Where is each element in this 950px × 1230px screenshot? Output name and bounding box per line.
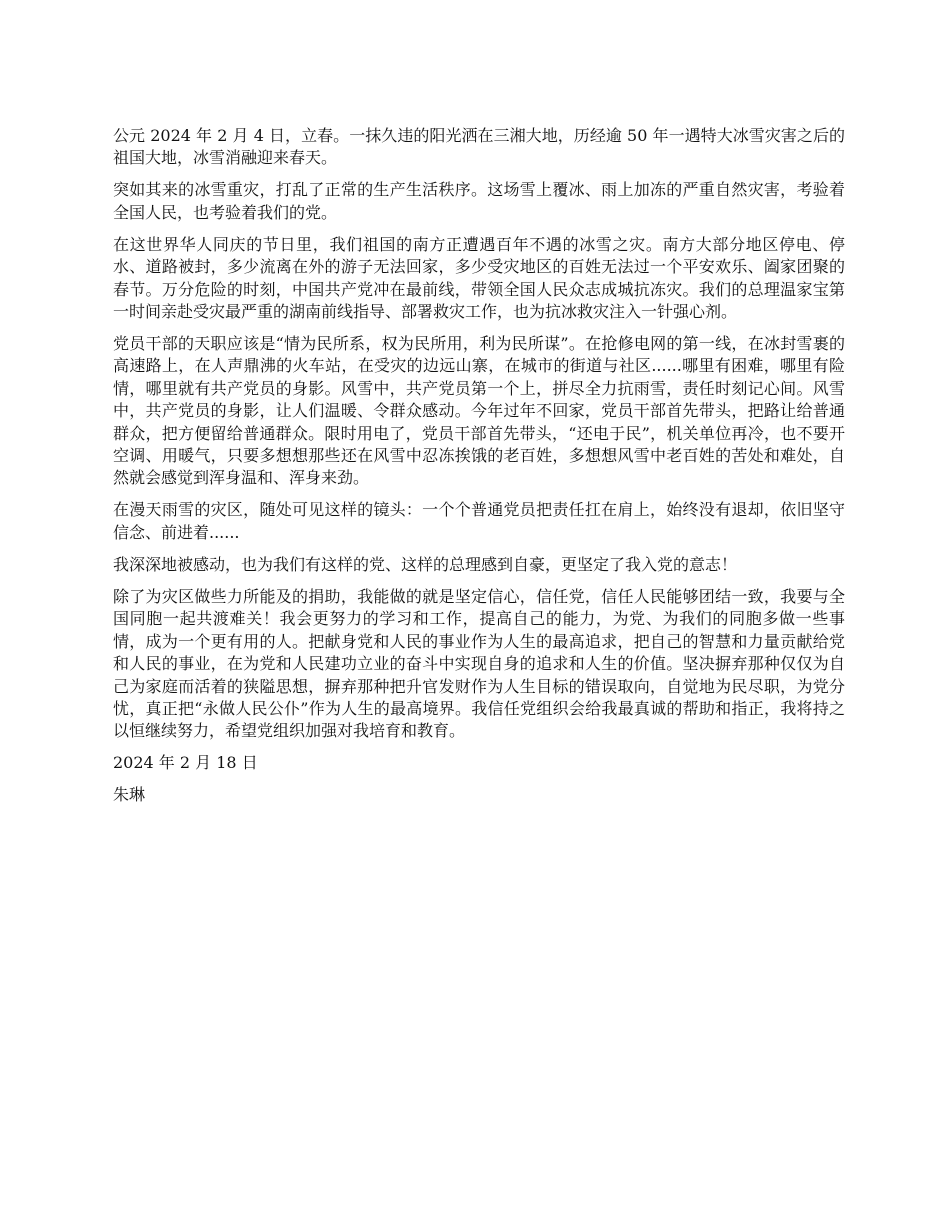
document-body (113, 125, 845, 816)
paragraph-2: 突如其来的冰雪重灾，打乱了正常的生产生活秩序。这场雪上覆冰、雨上加冻的严重自然灾害，考验着全国人民，也考验着我们的党。 (113, 180, 845, 222)
document-signature: 朱琳 (113, 785, 146, 805)
paragraph-5: 在漫天雨雪的灾区，随处可见这样的镜头：一个个普通党员把责任扛在肩上，始终没有退却，依旧坚守信念、前进着...... (113, 500, 845, 542)
paragraph-1: 公元 2024 年 2 月 4 日，立春。一抹久违的阳光洒在三湘大地，历经逾 50 年一遇特大冰雪灾害之后的祖国大地，冰雪消融迎来春天。 (113, 126, 845, 168)
paragraph-6: 我深深地被感动，也为我们有这样的党、这样的总理感到自豪，更坚定了我入党的意志！ (113, 554, 738, 574)
paragraph-4: 党员干部的天职应该是“情为民所系，权为民所用，利为民所谋”。在抢修电网的第一线，在冰封雪裹的高速路上，在人声鼎沸的火车站，在受灾的边远山寨，在城市的街道与社区......哪里有困难，哪里有险情，哪里就有共产党员的身影。风雪中，共产党员第一个上，拼尽全力抗雨雪，责任时刻记心间。风雪中，共产党员的身影，让人们温暖、令群众感动。今年过年不回家，党员干部首先带头，把路让给普通群众，把方便留给普通群众。限时用电了，党员干部首先带头，“还电于民”，机关单位再冷，也不要开空调、用暖气，只要多想想那些还在风雪中忍冻挨饿的老百姓，多想想风雪中老百姓的苦处和难处，自然就会感觉到浑身温和、浑身来劲。 (113, 334, 845, 488)
paragraph-7: 除了为灾区做些力所能及的捐助，我能做的就是坚定信心，信任党，信任人民能够团结一致，我要与全国同胞一起共渡难关！我会更努力的学习和工作，提高自己的能力，为党、为我们的同胞多做一些事情，成为一个更有用的人。把献身党和人民的事业作为人生的最高追求，把自己的智慧和力量贡献给党和人民的事业，在为党和人民建功立业的奋斗中实现自身的追求和人生的价值。坚决摒弃那种仅仅为自己为家庭而活着的狭隘思想，摒弃那种把升官发财作为人生目标的错误取向，自觉地为民尽职，为党分忧，真正把“永做人民公仆”作为人生的最高境界。我信任党组织会给我最真诚的帮助和指正，我将持之以恒继续努力，希望党组织加强对我培育和教育。 (113, 586, 845, 741)
paragraph-3: 在这世界华人同庆的节日里，我们祖国的南方正遭遇百年不遇的冰雪之灾。南方大部分地区停电、停水、道路被封，多少流离在外的游子无法回家，多少受灾地区的百姓无法过一个平安欢乐、阖家团聚的春节。万分危险的时刻，中国共产党冲在最前线，带领全国人民众志成城抗冻灾。我们的总理温家宝第一时间亲赴受灾最严重的湖南前线指导、部署救灾工作，也为抗冰救灾注入一针强心剂。 (113, 234, 845, 322)
document-date: 2024 年 2 月 18 日 (113, 753, 258, 773)
